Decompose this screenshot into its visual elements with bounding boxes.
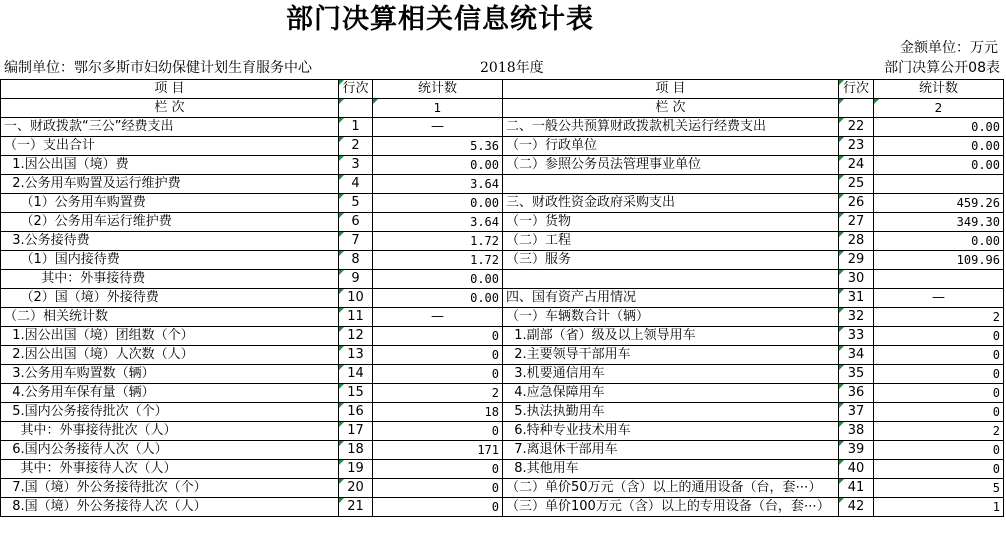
right-item-cell[interactable]: （二）单价50万元（含）以上的通用设备（台，套⋯） — [503, 479, 839, 498]
left-rownum-cell[interactable]: 11 — [339, 308, 373, 327]
col-index-blank-right[interactable] — [839, 99, 874, 118]
table-row — [1, 213, 1004, 232]
right-value-cell[interactable]: 0.00 — [874, 156, 1004, 175]
left-value-cell[interactable]: 0.00 — [373, 194, 503, 213]
left-item-cell[interactable]: 6.国内公务接待人次（人） — [1, 441, 339, 460]
right-rownum-cell[interactable]: 37 — [839, 403, 874, 422]
left-value-cell[interactable]: 0 — [373, 479, 503, 498]
right-item-cell[interactable] — [503, 270, 839, 289]
left-item-cell[interactable]: 7.国（境）外公务接待批次（个） — [1, 479, 339, 498]
col-label-right[interactable]: 栏 次 — [503, 99, 839, 118]
table-row — [1, 156, 1004, 175]
table-row — [1, 270, 1004, 289]
left-value-cell[interactable]: — — [373, 118, 503, 137]
right-rownum-cell[interactable]: 35 — [839, 365, 874, 384]
right-item-cell[interactable]: （二）工程 — [503, 232, 839, 251]
right-value-cell[interactable]: 349.30 — [874, 213, 1004, 232]
left-value-cell[interactable]: 18 — [373, 403, 503, 422]
table-row — [1, 384, 1004, 403]
col-index-left[interactable]: 1 — [373, 99, 503, 118]
table-row — [1, 137, 1004, 156]
left-item-cell[interactable]: 2.公务用车购置及运行维护费 — [1, 175, 339, 194]
right-value-cell[interactable]: 0 — [874, 346, 1004, 365]
left-item-cell[interactable]: 其中：外事接待批次（人） — [1, 422, 339, 441]
left-item-cell[interactable]: 其中：外事接待费 — [1, 270, 339, 289]
table-row — [1, 308, 1004, 327]
left-rownum-cell[interactable]: 5 — [339, 194, 373, 213]
right-item-cell[interactable]: 5.执法执勤用车 — [503, 403, 839, 422]
right-value-cell[interactable]: 109.96 — [874, 251, 1004, 270]
left-item-cell[interactable]: 5.国内公务接待批次（个） — [1, 403, 339, 422]
right-value-cell[interactable]: 2 — [874, 308, 1004, 327]
left-item-cell[interactable]: （一）支出合计 — [1, 137, 339, 156]
right-item-cell[interactable]: 8.其他用车 — [503, 460, 839, 479]
left-value-cell[interactable]: 5.36 — [373, 137, 503, 156]
col-index-right[interactable]: 2 — [874, 99, 1004, 118]
header-rownum-right[interactable]: 行次 — [839, 80, 874, 99]
table-row — [1, 327, 1004, 346]
right-item-cell[interactable]: 二、一般公共预算财政拨款机关运行经费支出 — [503, 118, 839, 137]
left-item-cell[interactable]: （1）公务用车购置费 — [1, 194, 339, 213]
right-value-cell[interactable]: 0 — [874, 441, 1004, 460]
right-rownum-cell[interactable]: 40 — [839, 460, 874, 479]
left-item-cell[interactable]: 3.公务用车购置数（辆） — [1, 365, 339, 384]
right-rownum-cell[interactable]: 25 — [839, 175, 874, 194]
right-rownum-cell[interactable]: 33 — [839, 327, 874, 346]
left-value-cell[interactable]: 171 — [373, 441, 503, 460]
left-item-cell[interactable]: 其中：外事接待人次（人） — [1, 460, 339, 479]
left-item-cell[interactable]: （2）国（境）外接待费 — [1, 289, 339, 308]
left-value-cell[interactable]: 0 — [373, 327, 503, 346]
left-value-cell[interactable]: 3.64 — [373, 213, 503, 232]
right-item-cell[interactable]: 6.特种专业技术用车 — [503, 422, 839, 441]
left-rownum-cell[interactable]: 20 — [339, 479, 373, 498]
left-item-cell[interactable]: （2）公务用车运行维护费 — [1, 213, 339, 232]
left-item-cell[interactable]: 一、财政拨款“三公”经费支出 — [1, 118, 339, 137]
right-rownum-cell[interactable]: 41 — [839, 479, 874, 498]
left-item-cell[interactable]: （二）相关统计数 — [1, 308, 339, 327]
right-item-cell[interactable]: （三）单价100万元（含）以上的专用设备（台，套⋯） — [503, 498, 839, 517]
left-rownum-cell[interactable]: 17 — [339, 422, 373, 441]
right-rownum-cell[interactable]: 26 — [839, 194, 874, 213]
col-index-blank-left[interactable] — [339, 99, 373, 118]
left-rownum-cell[interactable]: 15 — [339, 384, 373, 403]
compiling-unit: 编制单位：鄂尔多斯市妇幼保健计划生育服务中心 — [4, 60, 312, 76]
right-value-cell[interactable]: 0.00 — [874, 137, 1004, 156]
left-rownum-cell[interactable]: 18 — [339, 441, 373, 460]
left-item-cell[interactable]: 3.公务接待费 — [1, 232, 339, 251]
right-rownum-cell[interactable]: 36 — [839, 384, 874, 403]
report-title: 部门决算相关信息统计表 — [286, 4, 594, 35]
left-value-cell[interactable]: 0.00 — [373, 156, 503, 175]
header-rownum-left[interactable]: 行次 — [339, 80, 373, 99]
left-item-cell[interactable]: 2.因公出国（境）人次数（人） — [1, 346, 339, 365]
right-item-cell[interactable]: 7.离退休干部用车 — [503, 441, 839, 460]
left-rownum-cell[interactable]: 9 — [339, 270, 373, 289]
right-value-cell[interactable]: 0 — [874, 460, 1004, 479]
right-rownum-cell[interactable]: 23 — [839, 137, 874, 156]
left-value-cell[interactable]: — — [373, 308, 503, 327]
left-rownum-cell[interactable]: 7 — [339, 232, 373, 251]
right-item-cell[interactable]: 3.机要通信用车 — [503, 365, 839, 384]
table-row — [1, 118, 1004, 137]
right-value-cell[interactable]: 0.00 — [874, 118, 1004, 137]
left-rownum-cell[interactable]: 4 — [339, 175, 373, 194]
currency-unit: 金额单位：万元 — [900, 40, 998, 56]
left-value-cell[interactable]: 0.00 — [373, 289, 503, 308]
right-value-cell[interactable]: 0 — [874, 403, 1004, 422]
table-row — [1, 232, 1004, 251]
left-value-cell[interactable]: 2 — [373, 384, 503, 403]
table-row — [1, 460, 1004, 479]
right-value-cell[interactable]: 0.00 — [874, 232, 1004, 251]
form-code: 部门决算公开08表 — [884, 60, 1000, 76]
left-value-cell[interactable]: 0 — [373, 365, 503, 384]
table-row — [1, 175, 1004, 194]
left-value-cell[interactable]: 0 — [373, 460, 503, 479]
left-value-cell[interactable]: 1.72 — [373, 251, 503, 270]
left-rownum-cell[interactable]: 12 — [339, 327, 373, 346]
left-value-cell[interactable]: 0 — [373, 498, 503, 517]
table-row — [1, 441, 1004, 460]
report-meta-row — [0, 58, 1006, 78]
header-item-right[interactable]: 项 目 — [503, 80, 839, 99]
right-item-cell[interactable]: 2.主要领导干部用车 — [503, 346, 839, 365]
left-item-cell[interactable]: 4.公务用车保有量（辆） — [1, 384, 339, 403]
right-value-cell[interactable]: 1 — [874, 498, 1004, 517]
table-row — [1, 346, 1004, 365]
fiscal-year: 2018年度 — [480, 60, 544, 76]
left-rownum-cell[interactable]: 1 — [339, 118, 373, 137]
table-row — [1, 289, 1004, 308]
right-rownum-cell[interactable]: 42 — [839, 498, 874, 517]
table-row — [1, 365, 1004, 384]
left-item-cell[interactable]: 8.国（境）外公务接待人次（人） — [1, 498, 339, 517]
header-stat-right[interactable]: 统计数 — [874, 80, 1004, 99]
right-item-cell[interactable]: （一）车辆数合计（辆） — [503, 308, 839, 327]
left-value-cell[interactable]: 1.72 — [373, 232, 503, 251]
left-rownum-cell[interactable]: 13 — [339, 346, 373, 365]
table-row — [1, 498, 1004, 517]
table-row — [1, 479, 1004, 498]
right-rownum-cell[interactable]: 24 — [839, 156, 874, 175]
left-rownum-cell[interactable]: 10 — [339, 289, 373, 308]
table-row — [1, 422, 1004, 441]
header-row — [1, 80, 1004, 99]
left-value-cell[interactable]: 3.64 — [373, 175, 503, 194]
right-value-cell[interactable] — [874, 270, 1004, 289]
right-item-cell[interactable]: 四、国有资产占用情况 — [503, 289, 839, 308]
right-rownum-cell[interactable]: 32 — [839, 308, 874, 327]
header-stat-left[interactable]: 统计数 — [373, 80, 503, 99]
right-item-cell[interactable] — [503, 175, 839, 194]
right-value-cell[interactable]: 0 — [874, 327, 1004, 346]
left-value-cell[interactable]: 0 — [373, 346, 503, 365]
left-item-cell[interactable]: （1）国内接待费 — [1, 251, 339, 270]
left-item-cell[interactable]: 1.因公出国（境）费 — [1, 156, 339, 175]
left-rownum-cell[interactable]: 6 — [339, 213, 373, 232]
right-value-cell[interactable] — [874, 175, 1004, 194]
right-value-cell[interactable]: 0 — [874, 365, 1004, 384]
right-item-cell[interactable]: 1.副部（省）级及以上领导用车 — [503, 327, 839, 346]
left-value-cell[interactable]: 0 — [373, 422, 503, 441]
right-rownum-cell[interactable]: 39 — [839, 441, 874, 460]
left-rownum-cell[interactable]: 14 — [339, 365, 373, 384]
table-row — [1, 251, 1004, 270]
right-rownum-cell[interactable]: 29 — [839, 251, 874, 270]
left-item-cell[interactable]: 1.因公出国（境）团组数（个） — [1, 327, 339, 346]
left-rownum-cell[interactable]: 3 — [339, 156, 373, 175]
table-row — [1, 403, 1004, 422]
right-item-cell[interactable]: 4.应急保障用车 — [503, 384, 839, 403]
right-rownum-cell[interactable]: 34 — [839, 346, 874, 365]
right-item-cell[interactable]: （三）服务 — [503, 251, 839, 270]
left-rownum-cell[interactable]: 16 — [339, 403, 373, 422]
right-value-cell[interactable]: 459.26 — [874, 194, 1004, 213]
right-value-cell[interactable]: 0 — [874, 384, 1004, 403]
statistics-table — [0, 79, 1004, 517]
left-value-cell[interactable]: 0.00 — [373, 270, 503, 289]
column-index-row — [1, 99, 1004, 118]
left-rownum-cell[interactable]: 8 — [339, 251, 373, 270]
right-item-cell[interactable]: （二）参照公务员法管理事业单位 — [503, 156, 839, 175]
right-item-cell[interactable]: （一）货物 — [503, 213, 839, 232]
right-value-cell[interactable]: 2 — [874, 422, 1004, 441]
left-rownum-cell[interactable]: 19 — [339, 460, 373, 479]
right-rownum-cell[interactable]: 30 — [839, 270, 874, 289]
right-rownum-cell[interactable]: 38 — [839, 422, 874, 441]
right-rownum-cell[interactable]: 22 — [839, 118, 874, 137]
right-value-cell[interactable]: 5 — [874, 479, 1004, 498]
right-item-cell[interactable]: （一）行政单位 — [503, 137, 839, 156]
header-item-left[interactable]: 项 目 — [1, 80, 339, 99]
right-rownum-cell[interactable]: 31 — [839, 289, 874, 308]
left-rownum-cell[interactable]: 2 — [339, 137, 373, 156]
right-value-cell[interactable]: — — [874, 289, 1004, 308]
right-rownum-cell[interactable]: 27 — [839, 213, 874, 232]
right-rownum-cell[interactable]: 28 — [839, 232, 874, 251]
col-label-left[interactable]: 栏 次 — [1, 99, 339, 118]
table-row — [1, 194, 1004, 213]
left-rownum-cell[interactable]: 21 — [339, 498, 373, 517]
right-item-cell[interactable]: 三、财政性资金政府采购支出 — [503, 194, 839, 213]
